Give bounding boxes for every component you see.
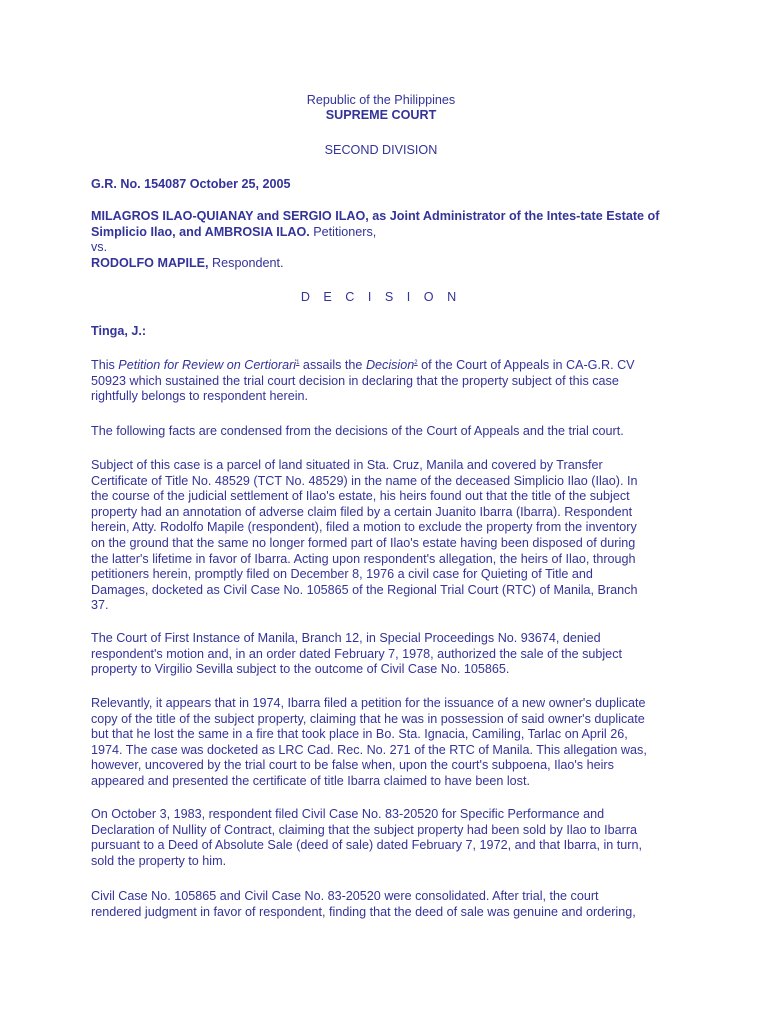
decision-word: Decision [365,358,415,372]
petitioners [91,209,691,240]
paragraph-6-line: Declaration of Nullity of Contract, claiming that the subject property had been sold by Ilao to Ibarra [91,822,638,837]
paragraph-7-line: rendered judgment in favor of respondent, finding that the deed of sale was genuine and ordering, [91,904,636,919]
petition-title: Petition for Review on Certiorari [118,358,297,372]
case-number: G.R. No. 154087 October 25, 2005 [91,177,291,191]
paragraph-2-line-1: The following facts are condensed from the decisions of the Court of Appeals and the trial court. [91,424,624,438]
division-heading: SECOND DIVISION [324,143,438,157]
paragraph-4-line: respondent's motion and, in an order dated February 7, 1978, authorized the sale of the subject [91,646,622,661]
paragraph-6-line: sold the property to him. [91,853,227,868]
paragraph-3-line: the latter's lifetime in favor of Ibarra. Acting upon respondent's allegation, the heirs of Ilao, through [91,551,636,566]
paragraph-5-line: Relevantly, it appears that in 1974, Ibarra filed a petition for the issuance of a new owner's duplicate [91,696,646,710]
paragraph-1-line-3: rightfully belongs to respondent herein. [91,389,309,404]
respondent-label: Respondent. [208,255,284,270]
paragraph-5-line: 1974. The case was docketed as LRC Cad. Rec. No. 271 of the RTC of Manila. This allegation was, [91,742,647,757]
paragraph-4-line: The Court of First Instance of Manila, Branch 12, in Special Proceedings No. 93674, denied [91,631,601,645]
paragraph-4 [91,631,681,678]
case-parties [91,209,691,271]
paragraph-5-line: copy of the title of the subject property, claiming that he was in possession of said owner's duplicate [91,711,645,726]
paragraph-3-line: Certificate of Title No. 48529 (TCT No. 48529) in the name of the deceased Simplicio Ilao (Ilao). In [91,473,638,488]
paragraph-3-line: Damages, docketed as Civil Case No. 105865 of the Regional Trial Court (RTC) of Manila, Branch [91,582,638,597]
versus-label: vs. [91,240,108,255]
paragraph-3-line: 37. [91,598,109,613]
paragraph-6-line: On October 3, 1983, respondent filed Civil Case No. 83-20520 for Specific Performance and [91,807,605,821]
ponente: Tinga, J.: [91,324,147,338]
paragraph-3-line: on the ground that the same no longer formed part of Ilao's estate having been disposed of during [91,535,636,550]
republic-heading: Republic of the Philippines [306,93,456,107]
footnote-link-1[interactable]: 1 [296,359,300,366]
paragraph-1-line-1 [91,358,681,374]
paragraph-3-line: herein, Atty. Rodolfo Mapile (respondent), filed a motion to exclude the property from the inventory [91,520,637,535]
petitioners-label: Petitioners, [309,224,377,239]
respondent-name: RODOLFO MAPILE, [91,255,209,270]
text-span: This [91,358,119,372]
text-span: of the Court of Appeals in CA-G.R. CV [417,358,635,372]
paragraph-3-line: the course of the judicial settlement of Ilao's estate, his heirs found out that the title of the subject [91,489,630,504]
court-heading: SUPREME COURT [325,108,437,122]
text-span: assails the [299,358,366,372]
footnote-link-2[interactable]: 2 [414,359,418,366]
paragraph-4-line: property to Virgilio Sevilla subject to the outcome of Civil Case No. 105865. [91,662,510,677]
paragraph-5-line: appeared and presented the certificate of title Ibarra claimed to have been lost. [91,773,530,788]
petitioners-names: MILAGROS ILAO-QUIANAY and SERGIO ILAO, as Joint Administrator of the Intes-tate Estate of Simplicio Ilao, and AMBROSIA ILAO. [91,209,660,239]
decision-title: D E C I S I O N [300,290,462,304]
paragraph-1 [91,358,681,405]
paragraph-5 [91,696,681,790]
paragraph-6-line: pursuant to a Deed of Absolute Sale (deed of sale) dated February 7, 1972, and that Ibarra, in turn, [91,838,642,853]
paragraph-3-line: petitioners herein, promptly filed on December 8, 1976 a civil case for Quieting of Title and [91,567,593,582]
paragraph-3 [91,458,681,614]
paragraph-1-line-2: 50923 which sustained the trial court decision in declaring that the property subject of this case [91,373,619,388]
paragraph-3-line: Subject of this case is a parcel of land situated in Sta. Cruz, Manila and covered by Transfer [91,458,603,472]
paragraph-2 [91,424,681,440]
paragraph-5-line: but that he lost the same in a fire that took place in Bo. Sta. Ignacia, Camiling, Tarlac on April 26, [91,727,628,742]
paragraph-5-line: however, uncovered by the trial court to be false when, upon the court's subpoena, Ilao's heirs [91,758,614,773]
respondent [91,256,691,272]
paragraph-7 [91,889,681,920]
paragraph-3-line: property had an annotation of adverse claim filed by a certain Juanito Ibarra (Ibarra). Respondent [91,504,633,519]
paragraph-6 [91,807,681,869]
paragraph-7-line: Civil Case No. 105865 and Civil Case No. 83-20520 were consolidated. After trial, the court [91,889,599,903]
